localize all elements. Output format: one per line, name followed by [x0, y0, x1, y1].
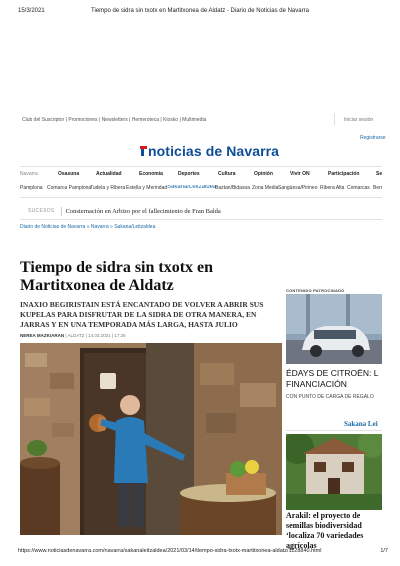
sidebar-story-headline[interactable]: Arakil: el proyecto de semillas biodiversidad ‘localiza 70 variedades agrícolas	[286, 511, 364, 550]
sponsored-ad-subtitle: CON PUNTO DE CARGA DE REGALO	[286, 394, 374, 400]
subnav-item-comarcas[interactable]: Comarcas	[347, 185, 370, 191]
nav-item-osasuna[interactable]: Osasuna	[58, 171, 80, 177]
sponsored-ad-image[interactable]	[286, 294, 382, 364]
subnav-item-sakana-active[interactable]: Sakana/Leitzaldea	[167, 185, 217, 190]
nav-item-economia[interactable]: Economía	[139, 171, 163, 177]
divider	[20, 197, 382, 198]
breadcrumb[interactable]: Diario de Noticias de Navarra » Navarra » Sakana/Leitzaldea	[20, 224, 156, 230]
primary-nav	[20, 171, 382, 179]
subnav-item-estella[interactable]: Estella y Merindad	[126, 185, 168, 191]
article-time: 17:26	[114, 333, 126, 338]
print-header	[0, 8, 400, 18]
print-url: https://www.noticiasdenavarra.com/navarra/sakanaleitzaldea/2021/03/14/tiempo-sidra-txotx-martitxonea-aldatz/1128840.html	[18, 548, 322, 554]
ticker-label: SUCESOS	[28, 208, 55, 214]
logo-mark-icon	[140, 146, 147, 156]
subnav-item-zona-media[interactable]: Zona Media	[252, 185, 279, 191]
divider	[20, 219, 382, 220]
subnav-item-tudela[interactable]: Tudela y Ribera	[90, 185, 126, 191]
sponsored-label: CONTENIDO PATROCINADO	[286, 288, 345, 293]
secondary-nav	[20, 185, 382, 193]
divider	[286, 430, 382, 431]
print-page-number: 1/7	[380, 548, 388, 554]
news-ticker	[20, 206, 221, 216]
article-byline: NEREA MAZKIARAN | ALDATZ | 14.03.2021 | 17:26	[20, 333, 126, 338]
sidebar-story-image[interactable]	[286, 434, 382, 510]
subnav-item-sanguesa[interactable]: Sangüesa/Pirineo	[278, 185, 318, 191]
nav-item-more[interactable]: Se	[376, 171, 383, 177]
subnav-item-more[interactable]: Berr	[373, 185, 382, 191]
subnav-item-pamplona[interactable]: Pamplona	[20, 185, 43, 191]
top-utility-links[interactable]: Club del Suscriptor | Promociones | Newsletters | Hemeroteca | Kiosko | Multimedia	[22, 117, 207, 123]
nav-item-actualidad[interactable]: Actualidad	[96, 171, 122, 177]
print-date: 15/3/2021	[18, 8, 45, 14]
article-title: Tiempo de sidra sin txotx en Martitxonea de Aldatz	[20, 259, 214, 294]
article-subtitle: INAXIO BEGIRISTAIN ESTÁ ENCANTADO DE VOLVER A ABRIR SUS KUPELAS PARA DISFRUTAR DE LA SIDRA DE OTRA MANERA, EN JARRAS Y EN UNA TEMPORADA MÁS LARGA, HASTA JULIO	[20, 300, 264, 329]
subnav-item-ribera-alta[interactable]: Ribera Alta	[320, 185, 345, 191]
divider	[334, 113, 335, 125]
ticker-headline[interactable]: Consternación en Arbizo por el fallecimiento de Fran Balda	[65, 207, 221, 215]
nav-item-navarra[interactable]: Navarra	[20, 171, 38, 177]
print-footer	[18, 548, 388, 554]
login-link[interactable]: Iniciar sesión	[344, 117, 374, 123]
subnav-item-baztan[interactable]: Baztan/Bidasoa	[215, 185, 251, 191]
sidebar-section-title[interactable]: Sakana Lei	[344, 420, 378, 428]
register-link[interactable]: Registrarse	[360, 135, 386, 141]
article-author[interactable]: NEREA MAZKIARAN	[20, 333, 65, 338]
subnav-item-comarca-pamplona[interactable]: Comarca Pamplona	[47, 185, 92, 191]
print-title: Tiempo de sidra sin txotx en Martitxonea de Aldatz - Diario de Noticias de Navarra	[91, 8, 309, 14]
site-logo-text: noticias de Navarra	[148, 143, 280, 159]
nav-item-opinion[interactable]: Opinión	[254, 171, 273, 177]
sponsored-ad-title[interactable]: ÉDAYS DE CITROËN: L FINANCIACIÓN	[286, 368, 379, 389]
article-date: 14.03.2021	[88, 333, 111, 338]
divider	[20, 166, 382, 167]
nav-item-cultura[interactable]: Cultura	[218, 171, 236, 177]
article-photo	[20, 343, 282, 535]
nav-item-participacion[interactable]: Participación	[328, 171, 360, 177]
divider	[61, 207, 62, 216]
nav-item-deportes[interactable]: Deportes	[178, 171, 200, 177]
nav-item-vivir-on[interactable]: Vivir ON	[290, 171, 310, 177]
site-logo[interactable]	[140, 141, 279, 161]
article-place: ALDATZ	[67, 333, 85, 338]
